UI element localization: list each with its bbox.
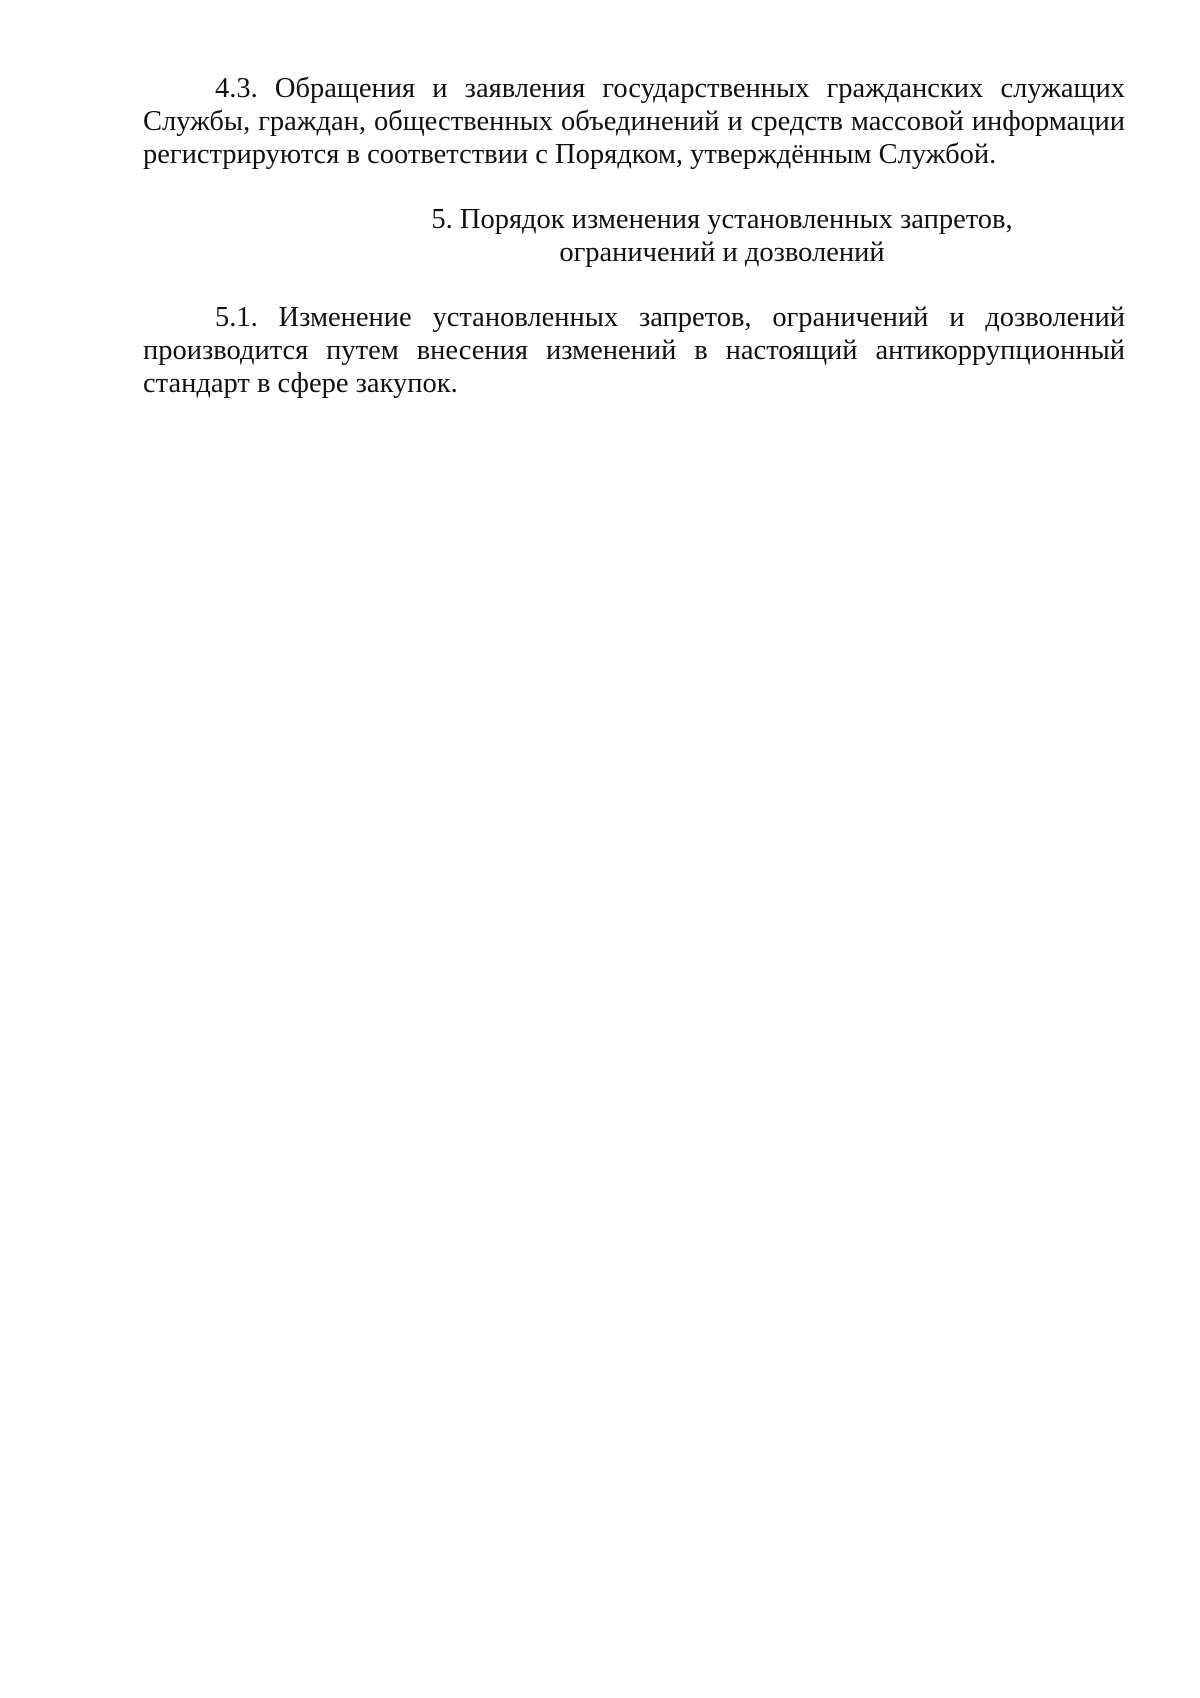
section-5-heading	[143, 203, 1200, 269]
paragraph-4-3: 4.3. Обращения и заявления государственных гражданских служащих Службы, граждан, общественных объединений и средств массовой информации регистрируются в соответствии с Порядком, утверждённым Службой.	[143, 73, 1125, 170]
section-5-heading-line-2: ограничений и дозволений	[559, 237, 885, 268]
paragraph-5-1: 5.1. Изменение установленных запретов, ограничений и дозволений производится путем внесения изменений в настоящий антикоррупционный стандарт в сфере закупок.	[143, 302, 1125, 399]
section-5-heading-line-1: 5. Порядок изменения установленных запретов,	[431, 204, 1013, 235]
